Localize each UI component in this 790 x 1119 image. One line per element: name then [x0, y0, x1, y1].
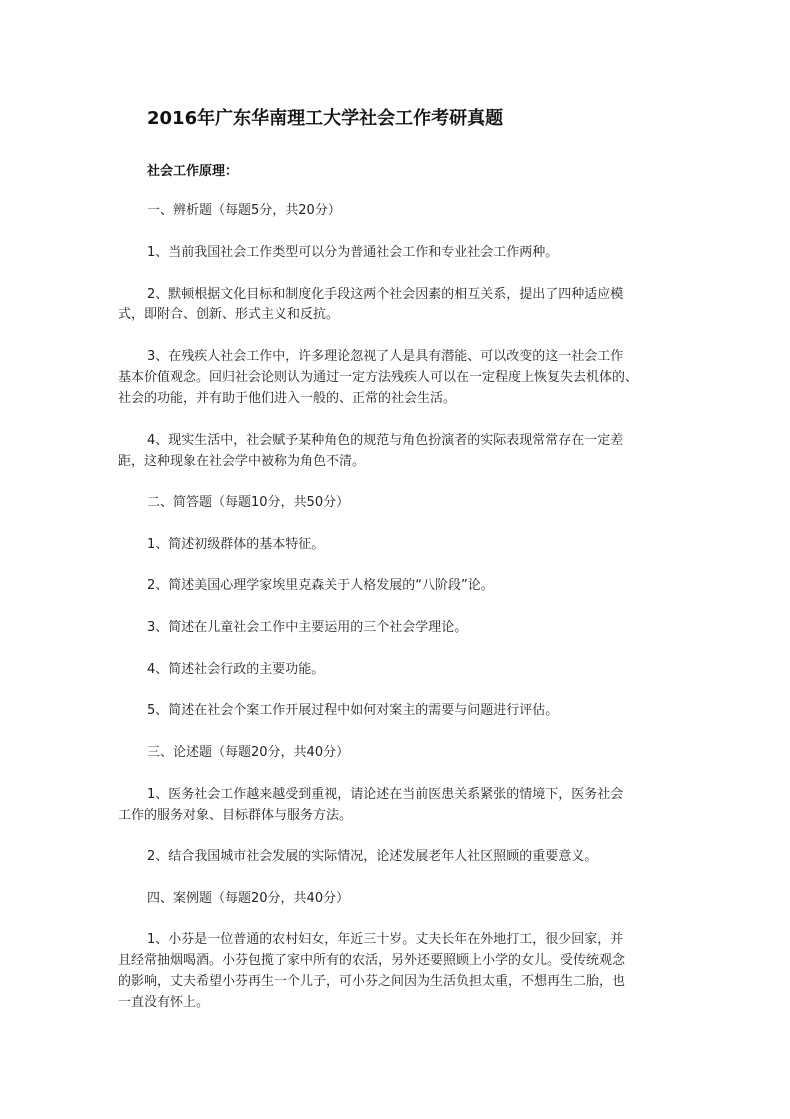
question-text: 4、简述社会行政的主要功能。 [147, 662, 325, 677]
question-text: 工作的服务对象、目标群体与服务方法。 [118, 808, 353, 823]
question-text: 3、在残疾人社会工作中，许多理论忽视了人是具有潜能、可以改变的这一社会工作 [147, 349, 624, 364]
question-text: 1、简述初级群体的基本特征。 [147, 537, 325, 552]
question-text: 3、简述在儿童社会工作中主要运用的三个社会学理论。 [147, 620, 468, 635]
question-text: 式，即附合、创新、形式主义和反抗。 [118, 307, 340, 322]
section-heading-3: 三、论述题（每题20分，共40分） [147, 745, 350, 760]
question-text: 1、当前我国社会工作类型可以分为普通社会工作和专业社会工作两种。 [147, 245, 559, 260]
question-text: 1、医务社会工作越来越受到重视，请论述在当前医患关系紧张的情境下，医务社会 [147, 787, 624, 802]
section-heading-4: 四、案例题（每题20分，共40分） [147, 891, 350, 906]
question-text: 5、简述在社会个案工作开展过程中如何对案主的需要与问题进行评估。 [147, 703, 559, 718]
question-text: 2、默顿根据文化目标和制度化手段这两个社会因素的相互关系，提出了四种适应模 [147, 287, 624, 302]
question-text: 且经常抽烟喝酒。小芬包揽了家中所有的农活，另外还要照顾上小学的女儿。受传统观念 [118, 953, 626, 968]
question-text: 社会的功能，并有助于他们进入一般的、正常的社会生活。 [118, 391, 457, 406]
question-text: 2、简述美国心理学家埃里克森关于人格发展的“八阶段”论。 [147, 578, 494, 593]
section-heading-2: 二、简答题（每题10分，共50分） [147, 495, 350, 510]
question-text: 4、现实生活中，社会赋予某种角色的规范与角色扮演者的实际表现常常存在一定差 [147, 433, 624, 448]
section-subtitle: 社会工作原理： [147, 164, 239, 179]
question-text: 的影响，丈夫希望小芬再生一个儿子，可小芬之间因为生活负担太重，不想再生二胎，也 [118, 974, 626, 989]
question-text: 1、小芬是一位普通的农村妇女，年近三十岁。丈夫长年在外地打工，很少回家，并 [147, 932, 624, 947]
question-text: 距，这种现象在社会学中被称为角色不清。 [118, 454, 366, 469]
section-heading-1: 一、辨析题（每题5分，共20分） [147, 203, 341, 218]
question-text: 一直没有怀上。 [118, 995, 210, 1010]
document-title: 2016年广东华南理工大学社会工作考研真题 [147, 108, 504, 129]
question-text: 基本价值观念。回归社会论则认为通过一定方法残疾人可以在一定程度上恢复失去机体的、 [118, 370, 639, 385]
question-text: 2、结合我国城市社会发展的实际情况，论述发展老年人社区照顾的重要意义。 [147, 849, 598, 864]
